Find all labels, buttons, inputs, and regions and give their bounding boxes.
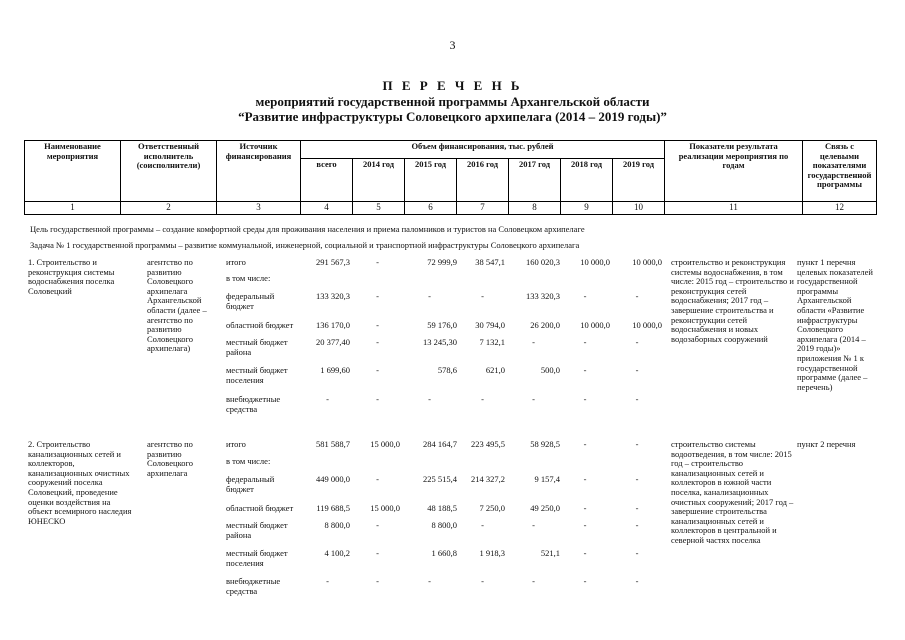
header-total: всего [301,158,353,201]
funding-source: областной бюджет [226,320,294,330]
measure-link: пункт 1 перечня целевых показателей государственной программы Архангельской области «Развитие инфраструктуры Соловецкого архипелага (2014 – 2019 годы)» приложения № 1 к государственной программе (далее – перечень) [797,257,873,392]
funding-year-cell: 214 327,2 [471,474,505,484]
page-number: 3 [449,38,456,52]
funding-year-cell: 58 928,5 [530,439,560,449]
column-number: 1 [25,202,121,215]
funding-year-cell: 48 188,5 [427,503,457,513]
funding-year-cell: - [635,520,639,530]
measure-responsible: агентство по развитию Соловецкого архипелага [147,439,194,478]
header-responsible: Ответственный исполнитель (соисполнители) [121,141,217,202]
funding-year-cell: - [428,394,431,404]
funding-total-cell: 136 170,0 [316,320,350,330]
header-year: 2018 год [561,158,613,201]
funding-year-cell: - [532,337,535,347]
measure-indicators: строительство и реконструкция системы водоснабжения, в том числе: 2015 год – строительство и реконструкция сетей водоснабжения; 2017 год – завершение строительства и реконструкции сетей водоснабжения и новых водозаборных сооружений [671,257,794,344]
funding-source: местный бюджет поселения [226,365,288,385]
funding-year-cell: - [481,291,484,301]
funding-year-cell: 26 200,0 [530,320,560,330]
funding-year-cell: - [583,474,587,484]
funding-total-cell: - [326,394,329,404]
funding-year-cell: - [583,337,587,347]
column-number: 4 [301,202,353,215]
column-number: 10 [613,202,665,215]
funding-year-cell: - [481,394,484,404]
funding-year-cell: - [583,291,587,301]
funding-year-cell: - [583,520,587,530]
funding-year-cell: - [635,337,639,347]
funding-year-cell: 160 020,3 [526,257,560,267]
funding-source: местный бюджет района [226,520,288,540]
funding-year-cell: 578,6 [437,365,457,375]
measure-name: 2. Строительство канализационных сетей и коллекторов, канализационных очистных сооружений поселка Соловецкий, проведение оценки воздействия на объект всемирного наследия ЮНЕСКО [28,439,132,526]
funding-total-cell: 449 000,0 [316,474,350,484]
funding-year-cell: 223 495,5 [471,439,505,449]
funding-source: федеральный бюджет [226,474,275,494]
column-number: 3 [217,202,301,215]
column-number: 9 [561,202,613,215]
funding-year-cell: - [583,365,587,375]
funding-source: в том числе: [226,456,271,466]
funding-year-cell: 15 000,0 [370,439,400,449]
funding-year-cell: 1 918,3 [479,548,505,558]
funding-year-cell: 10 000,0 [580,257,610,267]
funding-source: в том числе: [226,273,271,283]
funding-year-cell: 9 157,4 [534,474,560,484]
funding-year-cell: - [376,474,379,484]
funding-year-cell: - [583,394,587,404]
funding-year-cell: 8 800,0 [431,520,457,530]
column-number: 6 [405,202,457,215]
program-goal: Цель государственной программы – создание комфортной среды для проживания населения и приема паломников и туристов на Соловецком архипелаге [30,224,585,234]
funding-year-cell: 284 164,7 [423,439,457,449]
funding-year-cell: - [532,520,535,530]
funding-total-cell: - [326,576,329,586]
header-year: 2015 год [405,158,457,201]
header-funding-group: Объем финансирования, тыс. рублей [301,141,665,159]
funding-year-cell: - [532,394,535,404]
funding-source: местный бюджет района [226,337,288,357]
program-name: “Развитие инфраструктуры Соловецкого архипелага (2014 – 2019 годы)” [238,109,667,124]
funding-source: местный бюджет поселения [226,548,288,568]
column-number: 11 [665,202,803,215]
funding-total-cell: 20 377,40 [316,337,350,347]
funding-total-cell: 133 320,3 [316,291,350,301]
funding-year-cell: - [481,576,484,586]
document-subtitle: мероприятий государственной программы Архангельской области [255,94,650,109]
funding-year-cell: - [376,548,379,558]
funding-year-cell: 10 000,0 [580,320,610,330]
funding-year-cell: - [583,503,587,513]
document-title: П Е Р Е Ч Е Н Ь [382,78,523,93]
funding-year-cell: 38 547,1 [475,257,505,267]
funding-year-cell: - [635,365,639,375]
funding-source: внебюджетные средства [226,394,281,414]
column-number: 12 [803,202,877,215]
funding-year-cell: 49 250,0 [530,503,560,513]
funding-year-cell: - [481,520,484,530]
funding-year-cell: - [376,365,379,375]
funding-year-cell: 1 660,8 [431,548,457,558]
funding-year-cell: - [583,576,587,586]
funding-year-cell: 13 245,30 [423,337,457,347]
funding-year-cell: 133 320,3 [526,291,560,301]
funding-source: итого [226,257,246,267]
funding-year-cell: - [428,576,431,586]
funding-year-cell: - [583,548,587,558]
funding-year-cell: - [532,576,535,586]
funding-total-cell: 581 588,7 [316,439,350,449]
column-number: 8 [509,202,561,215]
measure-link: пункт 2 перечня [797,439,856,449]
header-year: 2014 год [353,158,405,201]
funding-year-cell: - [583,439,587,449]
header-indicators: Показатели результата реализации мероприятия по годам [665,141,803,202]
funding-year-cell: - [635,291,639,301]
measure-indicators: строительство системы водоотведения, в том числе: 2015 год – строительство канализационных сетей и коллекторов в южной части поселка, канализационных очистных сооружений; 2017 год – завершение строительства канализационных сетей и коллекторов в центральной и северной частях поселка [671,439,794,545]
funding-year-cell: - [376,320,379,330]
funding-total-cell: 119 688,5 [316,503,350,513]
funding-year-cell: - [635,576,639,586]
funding-year-cell: 7 132,1 [479,337,505,347]
funding-year-cell: 10 000,0 [632,320,662,330]
funding-year-cell: - [376,257,379,267]
column-number: 5 [353,202,405,215]
funding-year-cell: 72 999,9 [427,257,457,267]
funding-source: внебюджетные средства [226,576,281,596]
funding-year-cell: - [635,474,639,484]
funding-source: областной бюджет [226,503,294,513]
header-year: 2017 год [509,158,561,201]
funding-year-cell: - [635,394,639,404]
funding-total-cell: 1 699,60 [320,365,350,375]
funding-total-cell: 8 800,0 [324,520,350,530]
funding-year-cell: 30 794,0 [475,320,505,330]
column-number: 7 [457,202,509,215]
header-link: Связь с целевыми показателями государственной программы [803,141,877,202]
program-task: Задача № 1 государственной программы – развитие коммунальной, инженерной, социальной и транспортной инфраструктуры Соловецкого архипелага [30,240,580,250]
header-name: Наименование мероприятия [25,141,121,202]
measure-name: 1. Строительство и реконструкция системы водоснабжения поселка Соловецкий [28,257,115,296]
header-year: 2019 год [613,158,665,201]
funding-year-cell: 15 000,0 [370,503,400,513]
funding-year-cell: 10 000,0 [632,257,662,267]
funding-year-cell: - [428,291,431,301]
funding-year-cell: - [376,576,379,586]
funding-total-cell: 4 100,2 [324,548,350,558]
header-table [24,140,877,215]
funding-year-cell: 225 515,4 [423,474,457,484]
funding-total-cell: 291 567,3 [316,257,350,267]
funding-year-cell: - [376,520,379,530]
column-number: 2 [121,202,217,215]
funding-year-cell: 59 176,0 [427,320,457,330]
funding-year-cell: - [376,394,379,404]
funding-year-cell: - [635,439,639,449]
funding-year-cell: - [635,503,639,513]
funding-year-cell: 521,1 [540,548,560,558]
funding-year-cell: - [635,548,639,558]
funding-year-cell: - [376,337,379,347]
funding-year-cell: 500,0 [540,365,560,375]
funding-year-cell: - [376,291,379,301]
funding-source: итого [226,439,246,449]
funding-year-cell: 621,0 [485,365,505,375]
funding-source: федеральный бюджет [226,291,275,311]
funding-year-cell: 7 250,0 [479,503,505,513]
header-source: Источник финансирования [217,141,301,202]
header-year: 2016 год [457,158,509,201]
measure-responsible: агентство по развитию Соловецкого архипелага Архангельской области (далее – агентство по развитию Соловецкого архипелага) [147,257,207,354]
